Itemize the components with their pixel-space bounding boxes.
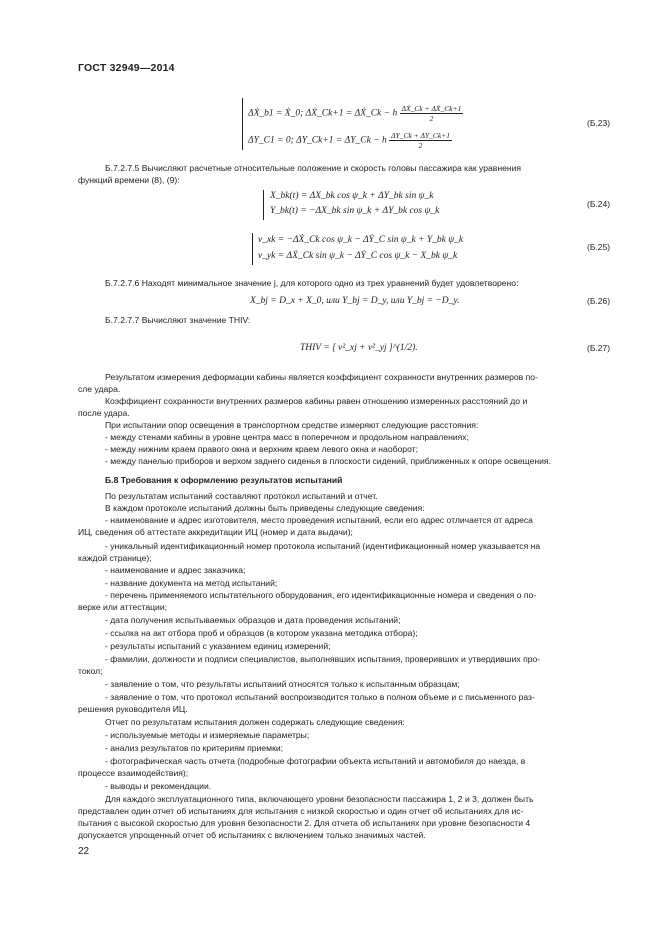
equation-number: (Б.25)	[587, 242, 611, 252]
list-item: - результаты испытаний с указанием единиц измерений;	[105, 641, 331, 651]
paragraph-line: пытания с высокой скоростью для уровня безопасности 2. Для отчета об испытаниях при уровне безопасности 4	[78, 818, 531, 828]
equation-text: ΔẊ_b1 = Ẋ_0; ΔẊ_Ck+1 = ΔẊ_Ck − h	[248, 108, 398, 119]
list-item-continued: каждой странице);	[78, 553, 152, 563]
equation-text: ΔY_C1 = 0; ΔY_Ck+1 = ΔY_Ck − h	[248, 135, 387, 146]
paragraph-line: допускается упрощенный отчет об испытаниях с включением только значимых частей.	[78, 830, 426, 840]
equation-b25-line1: v_xk = −ΔẊ_Ck cos ψ_k − ΔẎ_C sin ψ_k + Y_bk ψ_k	[258, 235, 464, 245]
list-item: - название документа на метод испытаний;	[105, 578, 278, 588]
paragraph-line: сле удара.	[78, 384, 121, 394]
fraction	[400, 104, 464, 123]
list-item: - заявление о том, что протокол испытаний воспроизводится только в полном объеме и с письменного раз-	[105, 692, 535, 702]
list-item-continued: ИЦ, сведения об аттестате аккредитации ИЦ (номер и дата выдачи);	[78, 527, 353, 537]
list-item: - наименование и адрес заказчика;	[105, 565, 246, 575]
page-number: 22	[78, 846, 90, 857]
list-item-continued: верке или аттестации;	[78, 602, 168, 612]
equation-b23-line2	[248, 131, 452, 150]
list-item: - фотографическая часть отчета (подробные фотографии объекта испытаний и автомобиля до наезда, в	[105, 756, 526, 766]
fraction-denominator: 2	[418, 141, 423, 150]
list-item: - между панелью приборов и верхом заднего сиденья в плоскости сидений, приближенных к опоре освещения.	[105, 456, 551, 466]
equation-number: (Б.23)	[587, 118, 611, 128]
equation-b27: THIV = [ v²_xj + v²_yj ]^(1/2).	[300, 343, 418, 353]
list-item: - анализ результатов по критериям приемки;	[105, 743, 284, 753]
list-item: - перечень применяемого испытательного оборудования, его идентификационные номера и сведения о по-	[105, 590, 537, 600]
paragraph-line: после удара.	[78, 408, 130, 418]
list-item-continued: процессе взаимодействия);	[78, 768, 189, 778]
list-item: - дата получения испытываемых образцов и дата проведения испытаний;	[105, 615, 401, 625]
fraction-numerator: ΔY_Ck + ΔY_Ck+1	[391, 131, 451, 140]
paragraph-line: Коэффициент сохранности внутренних размеров кабины равен отношению измеренных расстояний до и	[105, 396, 528, 406]
paragraph-line: Для каждого эксплуатационного типа, включающего уровни безопасности пассажира 1, 2 и 3, должен быть	[105, 794, 534, 804]
list-item: - используемые методы и измеряемые параметры;	[105, 730, 310, 740]
paragraph-line: Б.7.2.7.6 Находят минимальное значение j, для которого одно из трех уравнений будет удовлетворено:	[105, 278, 519, 288]
paragraph-line: При испытании опор освещения в транспортном средстве измеряют следующие расстояния:	[105, 420, 479, 430]
fraction	[389, 131, 452, 150]
paragraph-line: Отчет по результатам испытания должен содержать следующие сведения:	[105, 717, 405, 727]
list-item: - между нижним краем правого окна и верхним краем левого окна и наоборот;	[105, 444, 418, 454]
paragraph-line: Б.7.2.7.5 Вычисляют расчетные относительные положение и скорость головы пассажира как уравнения	[105, 163, 522, 173]
paragraph-line: Б.7.2.7.7 Вычисляют значение THIV:	[105, 315, 251, 325]
paragraph-line: По результатам испытаний составляют протокол испытаний и отчет.	[105, 491, 378, 501]
fraction-numerator: ΔẊ_Ck + ΔẊ_Ck+1	[401, 104, 462, 113]
equation-b23-line1	[248, 104, 463, 123]
paragraph-line: функций времени (8), (9):	[78, 175, 180, 185]
equation-number: (Б.26)	[587, 296, 611, 306]
equation-number: (Б.24)	[587, 199, 611, 209]
paragraph-line: В каждом протоколе испытаний должны быть приведены следующие сведения:	[105, 503, 425, 513]
equation-b25-line2: v_yk = ΔẊ_Ck sin ψ_k − ΔẎ_C cos ψ_k − X_bk ψ_k	[258, 251, 458, 261]
list-item-continued: решения руководителя ИЦ.	[78, 704, 188, 714]
fraction-denominator: 2	[429, 114, 434, 123]
equation-b26: X_bj = D_x + X_0, или Y_bj = D_y, или Y_bj = −D_y.	[250, 296, 460, 306]
equation-b24-line2: Y_bk(t) = −ΔX_bk sin ψ_k + ΔY_bk cos ψ_k	[270, 206, 440, 216]
list-item: - наименование и адрес изготовителя, место проведения испытаний, если его адрес отличается от адреса	[105, 515, 533, 525]
equation-brace	[252, 233, 253, 265]
equation-b24-line1: X_bk(t) = ΔX_bk cos ψ_k + ΔY_bk sin ψ_k	[270, 191, 434, 201]
list-item: - ссылка на акт отбора проб и образцов (в котором указана методика отбора);	[105, 628, 418, 638]
page-header: ГОСТ 32949—2014	[78, 62, 175, 74]
equation-brace	[242, 98, 243, 150]
equation-brace	[263, 190, 264, 220]
list-item: - между стенами кабины в уровне центра масс в поперечном и продольном направлениях;	[105, 432, 469, 442]
paragraph-line: представлен один отчет об испытаниях для испытания с низкой скоростью и один отчет об испытаниях для ис-	[78, 806, 524, 816]
list-item: - выводы и рекомендации.	[105, 781, 212, 791]
list-item: - фамилии, должности и подписи специалистов, выполнявших испытания, проверивших и утвердивших про-	[105, 654, 541, 664]
paragraph-line: Результатом измерения деформации кабины является коэффициент сохранности внутренних размеров по-	[105, 372, 538, 382]
list-item: - уникальный идентификационный номер протокола испытаний (идентификационный номер указывается на	[105, 541, 541, 551]
list-item-continued: токол;	[78, 666, 103, 676]
list-item: - заявление о том, что результаты испытаний относятся только к испытанным образцам;	[105, 679, 460, 689]
section-heading: Б.8 Требования к оформлению результатов испытаний	[105, 475, 343, 485]
equation-number: (Б.27)	[587, 343, 611, 353]
